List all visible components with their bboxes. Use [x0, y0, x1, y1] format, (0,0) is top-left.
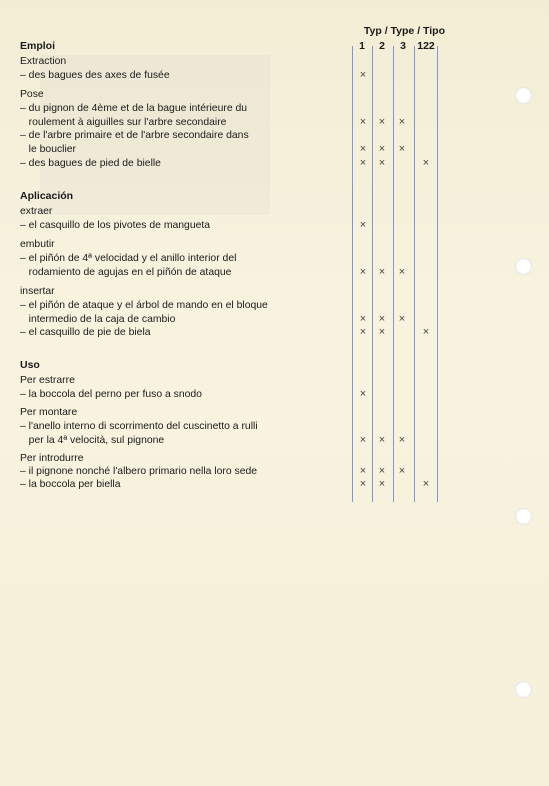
type-mark-122: × [422, 326, 430, 338]
table-row [20, 478, 540, 491]
type-mark-1: × [359, 388, 367, 400]
row-text: Pose [20, 89, 44, 100]
table-row [20, 388, 540, 401]
row-text: – des bagues des axes de fusée [20, 70, 170, 81]
type-mark-3: × [398, 116, 406, 128]
section-heading: Aplicación [20, 190, 74, 202]
table-row [20, 406, 540, 419]
type-mark-1: × [359, 478, 367, 490]
type-mark-2: × [378, 143, 386, 155]
type-mark-1: × [359, 465, 367, 477]
type-mark-3: × [398, 143, 406, 155]
row-text: – el casquillo de los pivotes de mangueta [20, 220, 211, 231]
row-text: – il pignone nonché l'albero primario nella loro sede [20, 466, 258, 477]
table-row [20, 452, 540, 465]
row-text: insertar [20, 286, 55, 297]
type-mark-3: × [398, 313, 406, 325]
column-header-1: 1 [359, 40, 365, 52]
table-row [20, 55, 540, 68]
row-text: – el piñón de 4ª velocidad y el anillo interior del [20, 253, 237, 264]
table-row [20, 219, 540, 232]
table-row [20, 420, 540, 433]
table-row [20, 129, 540, 142]
row-text: Extraction [20, 56, 67, 67]
row-text: Per estrarre [20, 375, 75, 386]
table-row [20, 266, 540, 279]
type-mark-1: × [359, 266, 367, 278]
table-row [20, 157, 540, 170]
column-header-122: 122 [417, 40, 435, 52]
type-mark-2: × [378, 478, 386, 490]
table-row [20, 116, 540, 129]
type-mark-122: × [422, 478, 430, 490]
row-text: – la boccola del perno per fuso a snodo [20, 389, 202, 400]
table-row [20, 143, 540, 156]
table-row [20, 69, 540, 82]
table-row [20, 102, 540, 115]
type-mark-2: × [378, 116, 386, 128]
punch-hole [515, 508, 532, 525]
row-text: Per montare [20, 407, 78, 418]
row-text: intermedio de la caja de cambio [20, 314, 176, 325]
type-mark-1: × [359, 326, 367, 338]
row-text: extraer [20, 206, 53, 217]
table-row [20, 252, 540, 265]
column-header-3: 3 [400, 40, 406, 52]
table-row [20, 326, 540, 339]
row-text: – la boccola per biella [20, 479, 121, 490]
row-text: – de l'arbre primaire et de l'arbre secondaire dans [20, 130, 249, 141]
punch-hole [515, 681, 532, 698]
type-mark-1: × [359, 157, 367, 169]
row-text: le bouclier [20, 144, 77, 155]
type-mark-2: × [378, 326, 386, 338]
row-text: Per introdurre [20, 453, 84, 464]
type-mark-122: × [422, 157, 430, 169]
type-mark-3: × [398, 266, 406, 278]
type-mark-1: × [359, 116, 367, 128]
column-header-2: 2 [379, 40, 385, 52]
row-text: – el casquillo de pie de biela [20, 327, 151, 338]
table-row [20, 238, 540, 251]
row-text: per la 4ª velocità, sul pignone [20, 435, 165, 446]
type-mark-1: × [359, 69, 367, 81]
row-text: – l'anello interno di scorrimento del cuscinetto a rulli [20, 421, 258, 432]
row-text: rodamiento de agujas en el piñón de ataque [20, 267, 232, 278]
type-header: Typ / Type / Tipo [363, 25, 445, 37]
table-row [20, 434, 540, 447]
type-mark-1: × [359, 219, 367, 231]
type-mark-2: × [378, 157, 386, 169]
section-heading-row [20, 40, 540, 53]
section-heading: Uso [20, 359, 40, 371]
table-row [20, 374, 540, 387]
table-row [20, 465, 540, 478]
table-row [20, 313, 540, 326]
type-mark-2: × [378, 434, 386, 446]
type-mark-1: × [359, 143, 367, 155]
table-row [20, 299, 540, 312]
type-mark-1: × [359, 313, 367, 325]
table-row [20, 205, 540, 218]
type-mark-2: × [378, 266, 386, 278]
section-heading: Emploi [20, 40, 56, 52]
section-heading-row [20, 190, 540, 203]
section-heading-row [20, 359, 540, 372]
row-text: – el piñón de ataque y el árbol de mando en el bloque [20, 300, 268, 311]
type-mark-3: × [398, 434, 406, 446]
row-text: embutir [20, 239, 55, 250]
type-mark-1: × [359, 434, 367, 446]
type-mark-2: × [378, 465, 386, 477]
row-text: – du pignon de 4ème et de la bague intérieure du [20, 103, 248, 114]
row-text: roulement à aiguilles sur l'arbre secondaire [20, 117, 227, 128]
type-mark-2: × [378, 313, 386, 325]
table-row [20, 88, 540, 101]
type-mark-3: × [398, 465, 406, 477]
table-row [20, 285, 540, 298]
row-text: – des bagues de pied de bielle [20, 158, 161, 169]
